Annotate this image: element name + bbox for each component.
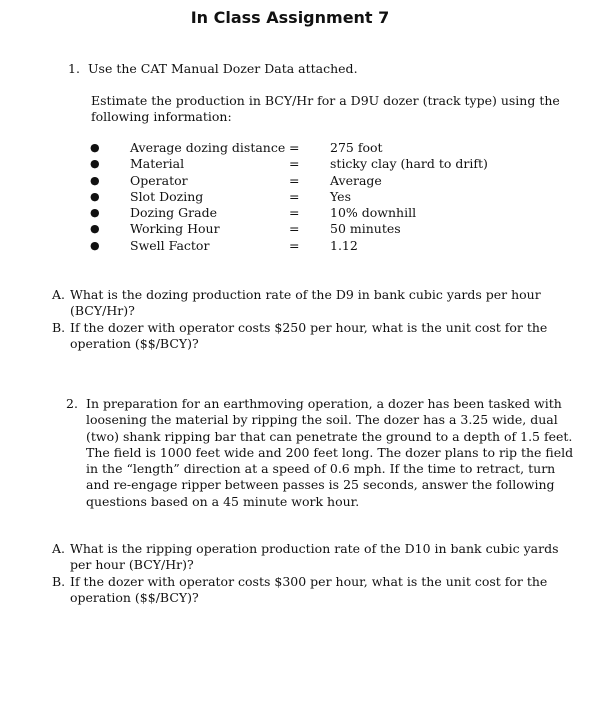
info-label: Operator: [130, 172, 188, 188]
equals-sign: =: [289, 205, 300, 221]
question-part: [52, 541, 582, 574]
part-text: What is the ripping operation production rate of the D10 in bank cubic yards per hour (BCY/Hr)?: [70, 541, 559, 573]
equals-sign: =: [289, 140, 300, 155]
info-value: Average: [330, 172, 382, 188]
bullet-icon: ●: [90, 238, 100, 252]
page-title: In Class Assignment 7: [190, 8, 390, 27]
part-marker: A.: [52, 541, 66, 556]
question-1-number: 1.: [68, 61, 80, 76]
info-label: Working Hour: [130, 221, 220, 237]
question-1-intro: Estimate the production in BCY/Hr for a D9U dozer (track type) using the following information:: [91, 93, 560, 125]
question-1: [68, 61, 358, 77]
info-label: Material: [130, 156, 185, 172]
info-label: Slot Dozing: [130, 188, 204, 204]
info-label: Swell Factor: [130, 237, 210, 253]
info-value: 10% downhill: [330, 205, 417, 221]
question-2-number: 2.: [66, 396, 78, 411]
part-text: If the dozer with operator costs $300 per hour, what is the unit cost for the operation ($$/BCY)?: [70, 573, 548, 605]
part-marker: B.: [52, 319, 66, 335]
equals-sign: =: [289, 237, 300, 253]
info-value: 50 minutes: [330, 221, 401, 237]
info-value: sticky clay (hard to drift): [330, 156, 488, 172]
bullet-icon: ●: [90, 157, 100, 171]
question-2-text: In preparation for an earthmoving operation, a dozer has been tasked with loosening the material by ripping the soil. The dozer has a 3.25 wide, dual (two) shank ripping bar that can penetrate the ground to a depth of 1.5 feet. The field is 1000 feet wide and 200 feet long. The dozer plans to rip the field in the “length” direction at a speed of 0.6 mph. If the time to retract, turn and re-engage ripper between passes is 25 seconds, answer the following questions based on a 45 minute work hour.: [86, 396, 574, 509]
part-text: If the dozer with operator costs $250 per hour, what is the unit cost for the operation ($$/BCY)?: [70, 319, 548, 351]
bullet-icon: ●: [90, 189, 100, 203]
info-value: 1.12: [330, 237, 358, 253]
question-part: [52, 320, 552, 353]
part-marker: A.: [52, 287, 66, 302]
bullet-icon: ●: [90, 222, 100, 236]
part-text: What is the dozing production rate of the D9 in bank cubic yards per hour (BCY/Hr)?: [70, 287, 541, 319]
question-part: [52, 287, 552, 320]
question-part: [52, 574, 582, 607]
bullet-icon: ●: [90, 206, 100, 220]
question-1-text: Use the CAT Manual Dozer Data attached.: [88, 61, 358, 76]
bullet-icon: ●: [90, 141, 100, 154]
info-label: Dozing Grade: [130, 205, 217, 221]
info-value: Yes: [330, 188, 351, 204]
question-1-parts: [52, 287, 552, 352]
equals-sign: =: [289, 188, 300, 204]
question-2-parts: [52, 541, 582, 606]
question-2: [66, 396, 576, 510]
bullet-icon: ●: [90, 173, 100, 187]
equals-sign: =: [289, 221, 300, 237]
part-marker: B.: [52, 573, 66, 589]
info-label: Average dozing distance: [130, 140, 286, 155]
equals-sign: =: [289, 172, 300, 188]
equals-sign: =: [289, 156, 300, 172]
info-value: 275 foot: [330, 140, 383, 155]
